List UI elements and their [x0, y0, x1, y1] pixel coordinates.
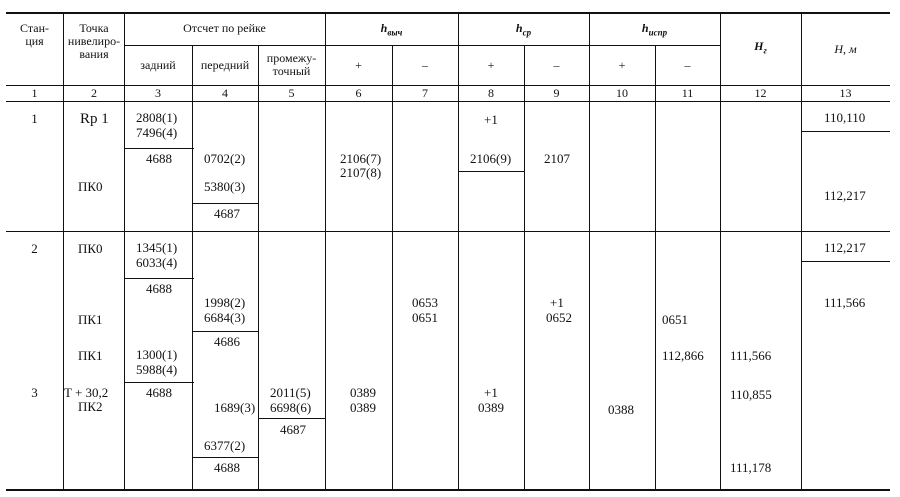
s1-point-pk0: ПК0: [78, 179, 103, 194]
s3-hcalc-a: 0389: [350, 385, 376, 400]
rule-s3-front-a: [192, 457, 258, 458]
header-h-calc: [325, 22, 458, 39]
rule-s3-rear: [124, 382, 194, 383]
s1-rear-b: 7496(4): [136, 125, 178, 140]
s3-front-diff: 4688: [214, 460, 240, 475]
header-intermediate: промежу- точный: [266, 51, 317, 78]
s1-havg-plus: 2106(9): [470, 151, 512, 166]
header-minus-11: –: [684, 58, 691, 72]
s1-havg-minus: 2107: [544, 151, 570, 166]
col-number: 10: [616, 86, 628, 100]
s1-hcalc-b: 2107(8): [340, 165, 382, 180]
s3-point-pk1: ПК1: [78, 348, 103, 363]
header-station: Стан- ция: [20, 21, 49, 48]
s3-point-pk2: ПК2: [78, 399, 103, 414]
rule-top: [6, 12, 890, 14]
vline-12: [801, 12, 802, 490]
col-number: 12: [754, 86, 767, 100]
rule-s3-inter: [258, 418, 325, 419]
s3-inter-b: 6698(6): [270, 400, 312, 415]
header-minus-9: –: [553, 58, 560, 72]
s1-rear-a: 2808(1): [136, 110, 178, 125]
s3-col12-a: 111,566: [730, 348, 772, 363]
col-number: 3: [155, 86, 161, 100]
s1-front-b: 5380(3): [204, 179, 246, 194]
header-height: H, м: [834, 42, 857, 56]
s1-rear-diff: 4688: [146, 151, 172, 166]
vline-5: [325, 12, 326, 490]
s1-station: 1: [31, 111, 38, 126]
s3-col12-b: 110,855: [730, 387, 772, 402]
header-plus-10: +: [618, 58, 626, 72]
header-h-corr-sub: испр: [648, 27, 668, 38]
header-plus-8: +: [487, 58, 495, 72]
header-front: передний: [200, 58, 250, 72]
header-h-corr-symbol: h: [641, 21, 649, 35]
header-plus-6: +: [355, 58, 362, 72]
rule-s1-rear: [124, 148, 194, 149]
vline-2: [124, 12, 125, 490]
s2-rear-diff: 4688: [146, 281, 172, 296]
s1-point-rp: [80, 112, 109, 126]
s2-point-pk0: ПК0: [78, 241, 103, 256]
vline-6: [392, 45, 393, 490]
s2-hcorr-minus: 0651: [662, 312, 688, 327]
s2-front-b: 6684(3): [204, 310, 246, 325]
header-h-horizon-symbol: H: [754, 39, 764, 53]
s3-corr: +1: [484, 385, 498, 400]
header-h-horizon: [720, 40, 801, 57]
s1-H-bottom: 112,217: [824, 188, 866, 203]
header-point: Точка нивелиро- вания: [67, 21, 121, 61]
s3-havg: 0389: [478, 400, 504, 415]
s1-hcalc-a: 2106(7): [340, 151, 382, 166]
s3-rear-b: 5988(4): [136, 362, 178, 377]
vline-9: [589, 12, 590, 490]
col-number: 2: [91, 86, 97, 100]
s3-inter-diff: 4687: [280, 422, 306, 437]
s3-col11: 112,866: [662, 348, 704, 363]
rule-s2-H13: [801, 261, 890, 262]
rule-s2-rear: [124, 278, 194, 279]
s3-hcalc-b: 0389: [350, 400, 376, 415]
s2-H-top: 112,217: [824, 240, 866, 255]
rule-numbers-bottom: [6, 101, 890, 102]
col-number: 6: [355, 86, 362, 100]
col-number: 7: [422, 86, 428, 100]
col-number: 13: [839, 86, 852, 100]
header-rear: задний: [140, 58, 176, 72]
rule-bottom: [6, 489, 890, 491]
s2-hcalc-minus-b: 0651: [412, 310, 438, 325]
col-number: 4: [222, 86, 228, 100]
header-h-calc-sub: выч: [387, 27, 403, 38]
rule-s1-front: [192, 203, 258, 204]
col-number: 5: [288, 86, 295, 100]
vline-11: [720, 12, 721, 490]
s2-H-mid: 111,566: [824, 295, 866, 310]
col-number: 9: [553, 86, 560, 100]
header-minus-7: –: [422, 58, 428, 72]
col-number: 8: [488, 86, 494, 100]
s2-corr: +1: [550, 295, 564, 310]
rule-s1-H13: [801, 131, 890, 132]
rule-s2-front: [192, 331, 258, 332]
s3-point-t: T + 30,2: [64, 385, 109, 400]
col-number: 1: [31, 86, 38, 100]
col-number: 11: [681, 86, 694, 100]
header-h-horizon-sub: г: [763, 45, 767, 56]
s2-hcalc-minus-a: 0653: [412, 295, 438, 310]
s3-hcorr: 0388: [608, 402, 634, 417]
s1-front-diff: 4687: [214, 206, 240, 221]
vline-7: [458, 12, 459, 490]
header-h-calc-symbol: h: [380, 21, 388, 35]
s2-point-pk1: ПК1: [78, 312, 103, 327]
s2-rear-a: 1345(1): [136, 240, 178, 255]
rule-s1-h8: [458, 171, 524, 172]
s3-rear-a: 1300(1): [136, 347, 178, 362]
rule-group-head: [124, 45, 720, 46]
s1-corr-top: +1: [484, 112, 498, 127]
header-readings-group: Отсчет по рейке: [183, 21, 266, 35]
s3-station: 3: [31, 385, 38, 400]
s2-station: 2: [31, 241, 38, 256]
header-h-corr: [589, 22, 720, 39]
header-h-avg: [458, 22, 589, 39]
s2-front-a: 1998(2): [204, 295, 246, 310]
vline-8: [524, 45, 525, 490]
s3-col12-c: 111,178: [730, 460, 772, 475]
s3-rear-diff: 4688: [146, 385, 172, 400]
s3-front-a: 1689(3): [214, 400, 256, 415]
s1-point-rp-label: Rp 1: [80, 111, 109, 127]
s1-H-top: 110,110: [824, 110, 866, 125]
header-h-avg-sub: ср: [522, 27, 532, 38]
vline-1: [63, 12, 64, 490]
s1-front-a: 0702(2): [204, 151, 246, 166]
s2-havg-minus: 0652: [546, 310, 572, 325]
s2-rear-b: 6033(4): [136, 255, 178, 270]
header-h-avg-symbol: h: [515, 21, 523, 35]
s3-inter-a: 2011(5): [270, 385, 311, 400]
s2-front-diff: 4686: [214, 334, 240, 349]
vline-10: [655, 45, 656, 490]
vline-3: [192, 45, 193, 490]
rule-section-1-2: [6, 231, 890, 232]
s3-front-b: 6377(2): [204, 438, 246, 453]
vline-4: [258, 45, 259, 490]
